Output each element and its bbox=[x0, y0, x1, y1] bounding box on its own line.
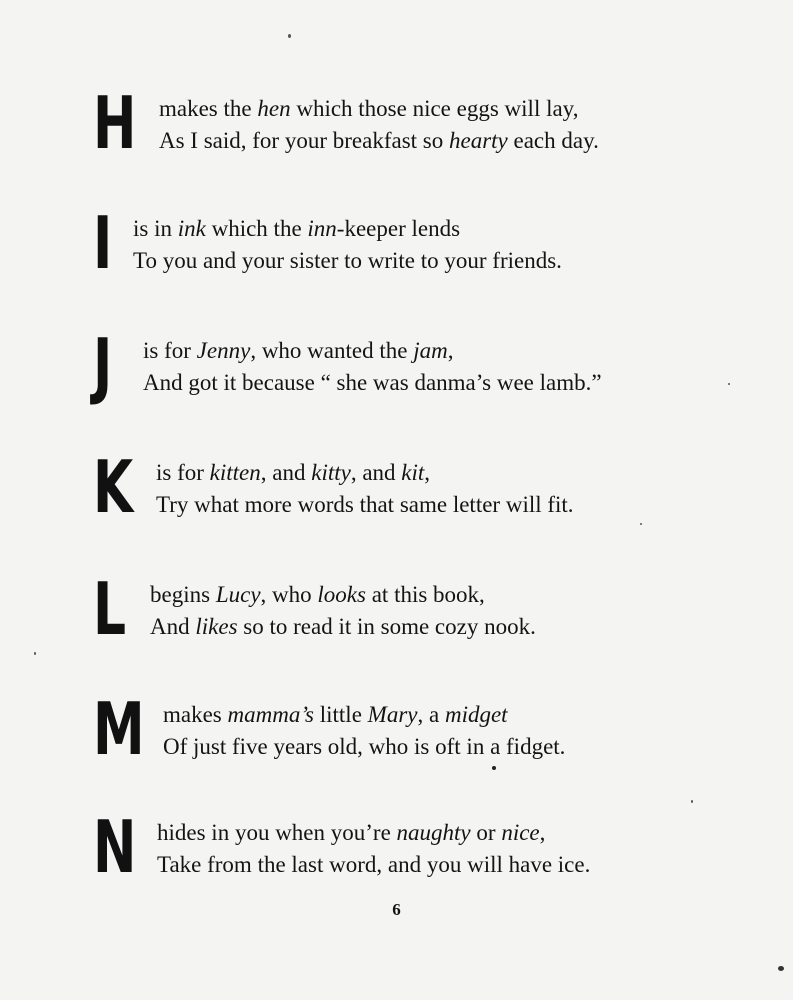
text-run-italic: ink bbox=[177, 216, 206, 241]
verse-line bbox=[163, 699, 565, 731]
print-speck bbox=[728, 383, 730, 385]
verse-line bbox=[133, 213, 562, 245]
text-run: , and bbox=[260, 460, 312, 485]
verse-line bbox=[159, 125, 599, 157]
verse-text-m bbox=[163, 699, 565, 763]
verse-text-i bbox=[133, 213, 562, 277]
text-run-italic: mamma’s bbox=[227, 702, 314, 727]
initial-letter-i: I bbox=[93, 201, 112, 285]
text-run-italic: hearty bbox=[448, 128, 508, 153]
print-speck bbox=[691, 800, 693, 803]
verse-line bbox=[156, 457, 574, 489]
initial-letter-j: J bbox=[93, 323, 112, 407]
text-run: each day. bbox=[507, 128, 599, 153]
verse-line bbox=[143, 335, 602, 367]
text-run: Try what more words that same letter will fit. bbox=[156, 492, 574, 517]
text-run-italic: kitten bbox=[209, 460, 261, 485]
text-run: And bbox=[150, 614, 196, 639]
print-speck bbox=[492, 766, 496, 770]
text-run: hides in you when you’re bbox=[157, 820, 397, 845]
text-run: -keeper lends bbox=[336, 216, 461, 241]
text-run-italic: jam bbox=[413, 338, 448, 363]
text-run: at this book, bbox=[365, 582, 485, 607]
text-run: which those nice eggs will lay, bbox=[290, 96, 579, 121]
text-run-italic: Mary bbox=[367, 702, 418, 727]
verse-text-h bbox=[159, 93, 599, 157]
page-number: 6 bbox=[392, 900, 401, 919]
text-run-italic: Jenny bbox=[196, 338, 251, 363]
text-run: , who wanted the bbox=[250, 338, 414, 363]
text-run: is for bbox=[143, 338, 197, 363]
text-run: Of just five years old, who is oft in a fidget. bbox=[163, 734, 566, 759]
verse-line bbox=[157, 849, 590, 881]
text-run-italic: midget bbox=[444, 702, 508, 727]
text-run: or bbox=[470, 820, 502, 845]
verse-line bbox=[156, 489, 574, 521]
initial-letter-l: L bbox=[93, 567, 126, 651]
text-run-italic: likes bbox=[195, 614, 238, 639]
verse-text-k bbox=[156, 457, 574, 521]
initial-letter-k: K bbox=[93, 445, 133, 529]
text-run-italic: looks bbox=[317, 582, 366, 607]
print-speck bbox=[778, 966, 784, 971]
text-run-italic: naughty bbox=[396, 820, 471, 845]
text-run: is in bbox=[133, 216, 178, 241]
text-run: so to read it in some cozy nook. bbox=[237, 614, 536, 639]
verse-text-j bbox=[143, 335, 602, 399]
text-run: begins bbox=[150, 582, 216, 607]
print-speck bbox=[640, 523, 642, 525]
initial-letter-m: M bbox=[93, 687, 144, 771]
text-run: little bbox=[314, 702, 368, 727]
verse-line bbox=[143, 367, 602, 399]
text-run: To you and your sister to write to your friends. bbox=[133, 248, 562, 273]
verse-line bbox=[163, 731, 565, 763]
text-run: makes bbox=[163, 702, 228, 727]
text-run: , bbox=[447, 338, 454, 363]
text-run: , who bbox=[260, 582, 318, 607]
text-run: , bbox=[539, 820, 546, 845]
text-run-italic: hen bbox=[257, 96, 291, 121]
text-run: As I said, for your breakfast so bbox=[159, 128, 449, 153]
initial-letter-h: H bbox=[93, 81, 136, 165]
print-speck bbox=[34, 652, 36, 655]
verse-line bbox=[159, 93, 599, 125]
verse-text-n bbox=[157, 817, 590, 881]
text-run: , and bbox=[350, 460, 402, 485]
text-run-italic: kit bbox=[401, 460, 425, 485]
text-run-italic: inn bbox=[307, 216, 337, 241]
text-run: And got it because “ she was danma’s wee lamb.” bbox=[143, 370, 602, 395]
text-run-italic: kitty bbox=[311, 460, 351, 485]
text-run: Take from the last word, and you will have ice. bbox=[157, 852, 591, 877]
verse-line bbox=[133, 245, 562, 277]
text-run: makes the bbox=[159, 96, 258, 121]
text-run: is for bbox=[156, 460, 210, 485]
verse-line bbox=[150, 579, 536, 611]
verse-text-l bbox=[150, 579, 536, 643]
text-run: which the bbox=[205, 216, 308, 241]
text-run: , bbox=[424, 460, 431, 485]
text-run-italic: Lucy bbox=[215, 582, 261, 607]
text-run: , a bbox=[417, 702, 445, 727]
print-speck bbox=[288, 34, 291, 38]
verse-line bbox=[157, 817, 590, 849]
text-run-italic: nice bbox=[501, 820, 540, 845]
initial-letter-n: N bbox=[93, 805, 136, 889]
verse-line bbox=[150, 611, 536, 643]
